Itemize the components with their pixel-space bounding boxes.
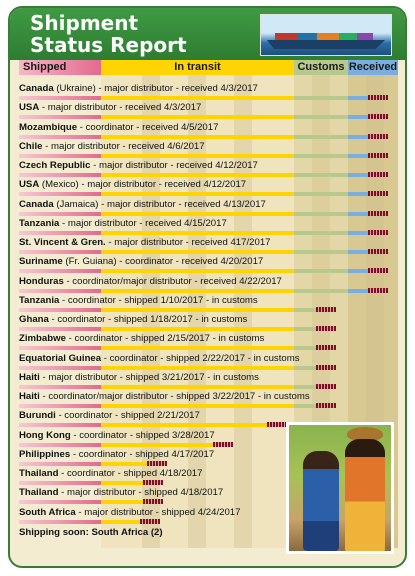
shipped-bar <box>19 173 101 177</box>
customs-bar <box>294 366 316 370</box>
transit-bar <box>101 404 294 408</box>
shipped-bar <box>19 192 101 196</box>
shipment-label <box>19 468 202 480</box>
shipment-detail: - coordinator - shipped 4/17/2017 <box>70 448 215 460</box>
status-marker <box>368 288 388 293</box>
shipment-destination: Chile <box>19 140 43 152</box>
status-marker <box>316 345 336 350</box>
shipment-row <box>19 372 399 391</box>
received-bar <box>348 173 368 177</box>
shipment-detail: - major distributor - received 4/3/2017 <box>39 102 202 114</box>
status-marker <box>316 365 336 370</box>
shipment-label <box>19 218 227 230</box>
received-bar <box>348 250 368 254</box>
shipment-destination: Thailand <box>19 468 59 479</box>
shipment-destination: Thailand <box>19 487 59 499</box>
shipment-row <box>19 102 399 121</box>
shipped-bar <box>19 115 101 119</box>
shipment-detail: - coordinator - shipped 1/18/2017 - in customs <box>48 314 248 325</box>
shipment-destination: Ghana <box>19 314 49 325</box>
shipment-detail: (Ukraine) - major distributor - received 4/3/2017 <box>53 83 258 94</box>
header-in-transit: In transit <box>101 60 294 75</box>
received-bar <box>348 154 368 158</box>
received-bar <box>348 115 368 119</box>
shipped-bar <box>19 423 101 427</box>
transit-bar <box>101 250 294 254</box>
status-marker <box>368 134 388 139</box>
transit-bar <box>101 135 294 139</box>
shipment-detail: - coordinator - shipped 2/21/2017 <box>55 410 200 422</box>
transit-bar <box>101 385 294 389</box>
shipment-label <box>19 237 271 249</box>
shipment-destination: Burundi <box>19 410 56 422</box>
status-marker <box>143 480 163 485</box>
shipment-detail: - major distributor - received 4/12/2017 <box>90 160 258 171</box>
shipment-label <box>19 507 240 519</box>
status-marker <box>368 114 388 119</box>
shipment-label <box>19 122 218 134</box>
shipment-destination: Zimbabwe <box>19 333 66 345</box>
received-bar <box>348 289 368 293</box>
shipment-row <box>19 83 399 102</box>
container-ship-photo <box>260 14 392 56</box>
status-marker <box>213 442 233 447</box>
status-marker <box>368 268 388 273</box>
shipment-detail: - major distributor - shipped 4/24/2017 <box>75 506 241 518</box>
transit-bar <box>101 308 294 312</box>
status-marker <box>316 326 336 331</box>
title-line-2: Status Report <box>30 33 187 57</box>
shipment-detail: - major distributor - received 4/15/2017 <box>59 217 227 229</box>
shipped-bar <box>19 481 101 485</box>
shipped-bar <box>19 96 101 100</box>
shipped-bar <box>19 327 101 331</box>
shipment-label <box>19 353 300 365</box>
shipment-detail: - major distributor - received 417/2017 <box>105 237 271 248</box>
customs-bar <box>294 96 348 100</box>
shipment-row <box>19 237 399 256</box>
shipment-label <box>19 449 214 461</box>
customs-bar <box>294 231 348 235</box>
shipment-detail: - coordinator/major distributor - received 4/22/2017 <box>63 275 282 287</box>
shipment-label <box>19 141 205 153</box>
transit-bar <box>101 269 294 273</box>
shipment-label <box>19 179 246 191</box>
customs-bar <box>294 385 316 389</box>
shipped-bar <box>19 231 101 235</box>
shipment-label <box>19 199 266 211</box>
shipment-detail: - major distributor - received 4/6/2017 <box>42 140 205 152</box>
received-bar <box>348 212 368 216</box>
transit-bar <box>101 500 143 504</box>
shipment-label <box>19 487 223 499</box>
shipment-label <box>19 410 200 422</box>
shipment-destination: Honduras <box>19 275 64 287</box>
customs-bar <box>294 269 348 273</box>
shipped-bar <box>19 154 101 158</box>
shipment-row <box>19 391 399 410</box>
shipment-label <box>19 256 263 268</box>
shipped-bar <box>19 346 101 350</box>
header-customs: Customs <box>294 60 348 75</box>
received-bar <box>348 192 368 196</box>
status-marker <box>368 230 388 235</box>
shipment-destination: Canada <box>19 83 54 94</box>
shipment-destination: Philippines <box>19 448 71 460</box>
shipment-row <box>19 141 399 160</box>
shipment-row <box>19 199 399 218</box>
shipped-bar <box>19 269 101 273</box>
status-marker <box>368 95 388 100</box>
transit-bar <box>101 231 294 235</box>
shipped-bar <box>19 500 101 504</box>
customs-bar <box>294 115 348 119</box>
title-line-1: Shipment <box>30 11 139 35</box>
shipment-detail: - coordinator - shipped 2/15/2017 - in customs <box>65 333 265 345</box>
customs-bar <box>294 135 348 139</box>
shipment-label <box>19 372 259 384</box>
customs-bar <box>294 154 348 158</box>
shipment-label <box>19 83 258 95</box>
received-bar <box>348 231 368 235</box>
shipment-destination: Czech Republic <box>19 160 91 171</box>
shipped-bar <box>19 212 101 216</box>
shipment-label <box>19 276 282 288</box>
shipped-bar <box>19 289 101 293</box>
status-marker <box>368 191 388 196</box>
transit-bar <box>101 366 294 370</box>
shipped-bar <box>19 404 101 408</box>
transit-bar <box>101 520 140 524</box>
shipment-row <box>19 256 399 275</box>
customs-bar <box>294 346 316 350</box>
shipment-label <box>19 160 258 172</box>
shipment-destination: Tanzania <box>19 217 60 229</box>
shipped-bar <box>19 250 101 254</box>
received-bar <box>348 269 368 273</box>
status-report-card <box>8 6 407 568</box>
shipment-detail: - coordinator - shipped 3/28/2017 <box>70 429 215 441</box>
transit-bar <box>101 96 294 100</box>
status-marker <box>368 249 388 254</box>
shipment-row <box>19 276 399 295</box>
status-marker <box>368 172 388 177</box>
shipment-detail: (Jamaica) - major distributor - received 4/13/2017 <box>53 198 266 210</box>
transit-bar <box>101 346 294 350</box>
received-bar <box>348 96 368 100</box>
shipment-destination: USA <box>19 102 40 114</box>
status-marker <box>267 422 287 427</box>
status-marker <box>143 499 163 504</box>
customs-bar <box>294 308 316 312</box>
shipment-destination: Tanzania <box>19 294 60 306</box>
shipment-destination: Mozambique <box>19 121 78 133</box>
transit-bar <box>101 154 294 158</box>
customs-bar <box>294 404 316 408</box>
header-shipped: Shipped <box>19 60 101 75</box>
shipment-destination: Hong Kong <box>19 429 71 441</box>
shipped-bar <box>19 135 101 139</box>
header-received: Received <box>348 61 398 73</box>
shipment-label <box>19 295 258 307</box>
stage-headers <box>19 60 399 75</box>
shipment-row <box>19 333 399 352</box>
shipment-row <box>19 179 399 198</box>
shipment-destination: St. Vincent & Gren. <box>19 237 106 248</box>
shipped-bar <box>19 462 101 466</box>
customs-bar <box>294 192 348 196</box>
shipment-row <box>19 160 399 179</box>
shipment-detail: - coordinator - received 4/5/2017 <box>77 121 219 133</box>
shipment-row <box>19 295 399 314</box>
shipment-row <box>19 353 399 372</box>
shipment-label <box>19 391 310 403</box>
transit-bar <box>101 115 294 119</box>
shipment-label <box>19 102 201 114</box>
status-marker <box>368 211 388 216</box>
shipped-bar <box>19 520 101 524</box>
customs-bar <box>294 173 348 177</box>
shipment-detail: - coordinator - shipped 1/10/2017 - in customs <box>59 294 258 306</box>
shipment-label <box>19 314 247 326</box>
shipment-destination: Haiti <box>19 371 40 383</box>
transit-bar <box>101 327 294 331</box>
shipment-row <box>19 314 399 333</box>
transit-bar <box>101 481 143 485</box>
status-marker <box>368 153 388 158</box>
shipment-detail: (Fr. Guiana) - coordinator - received 4/20/2017 <box>62 256 264 268</box>
shipment-detail: (Mexico) - major distributor - received 4/12/2017 <box>39 179 247 191</box>
shipment-label <box>19 430 215 442</box>
customs-bar <box>294 212 348 216</box>
transit-bar <box>101 423 267 427</box>
shipped-bar <box>19 366 101 370</box>
shipment-detail: - major distributor - shipped 4/18/2017 <box>58 487 224 499</box>
status-marker <box>316 384 336 389</box>
status-marker <box>316 403 336 408</box>
shipment-detail: - coordinator/major distributor - shipped 3/22/2017 - in customs <box>39 391 310 402</box>
transit-bar <box>101 462 147 466</box>
shipment-row <box>19 122 399 141</box>
page-title <box>30 12 187 56</box>
shipment-destination: Haiti <box>19 391 40 402</box>
received-bar <box>348 135 368 139</box>
status-marker <box>147 461 167 466</box>
shipping-soon-label: Shipping soon: South Africa (2) <box>19 527 163 538</box>
customs-bar <box>294 327 316 331</box>
shipped-bar <box>19 385 101 389</box>
shipped-bar <box>19 443 101 447</box>
transit-bar <box>101 443 213 447</box>
status-marker <box>316 307 336 312</box>
shipment-destination: Suriname <box>19 256 63 268</box>
transit-bar <box>101 289 294 293</box>
shipped-bar <box>19 308 101 312</box>
women-carrying-baskets-photo <box>286 422 394 554</box>
shipment-destination: Canada <box>19 198 54 210</box>
shipment-label <box>19 333 264 345</box>
shipment-destination: USA <box>19 179 40 191</box>
shipment-row <box>19 218 399 237</box>
transit-bar <box>101 192 294 196</box>
shipment-detail: - coordinator - shipped 2/22/2017 - in customs <box>101 352 300 364</box>
customs-bar <box>294 250 348 254</box>
customs-bar <box>294 289 348 293</box>
shipment-detail: - major distributor - shipped 3/21/2017 - in customs <box>39 371 259 383</box>
shipment-detail: - coordinator - shipped 4/18/2017 <box>58 468 203 479</box>
shipment-destination: South Africa <box>19 506 76 518</box>
shipment-destination: Equatorial Guinea <box>19 352 102 364</box>
status-marker <box>140 519 160 524</box>
transit-bar <box>101 173 294 177</box>
transit-bar <box>101 212 294 216</box>
